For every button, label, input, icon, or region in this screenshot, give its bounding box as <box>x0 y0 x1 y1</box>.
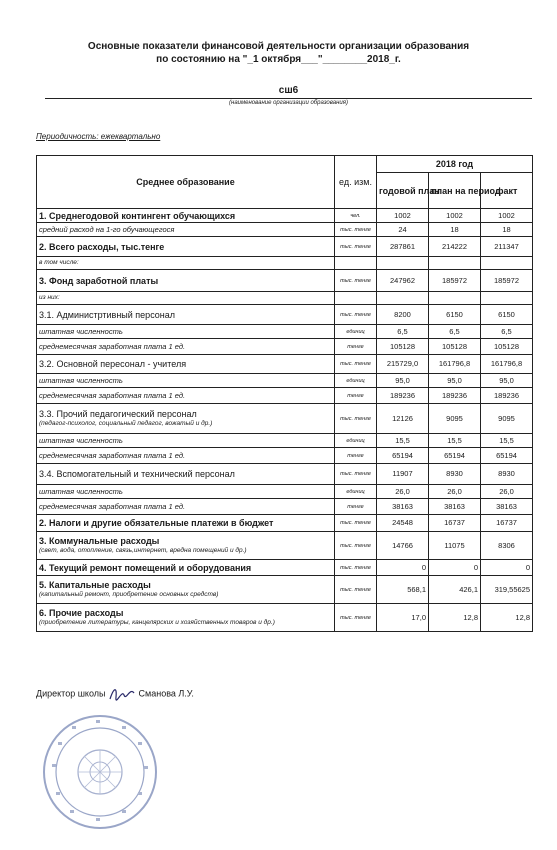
row-label: среднемесячная заработная плата 1 ед. <box>37 448 335 464</box>
cell-plan: 24548 <box>377 515 429 532</box>
organization-caption: (наименование организации образования) <box>229 100 348 106</box>
table-row <box>37 464 533 485</box>
cell-period: 8930 <box>429 464 481 485</box>
document-title <box>0 40 557 66</box>
cell-period: 189236 <box>429 388 481 404</box>
cell-period: 426,1 <box>429 576 481 604</box>
row-label-main: 3. Коммунальные расходы <box>39 535 160 546</box>
table-row <box>37 485 533 499</box>
row-unit: единиц <box>335 434 377 448</box>
row-unit: тенге <box>335 388 377 404</box>
row-label: 1. Среднегодовой контингент обучающихся <box>37 209 335 223</box>
row-label: 3.2. Основной пересонал - учителя <box>37 355 335 374</box>
signature-block <box>36 685 194 703</box>
cell-fact: 319,55625 <box>481 576 533 604</box>
cell-period: 26,0 <box>429 485 481 499</box>
table-row <box>37 305 533 325</box>
cell-period: 105128 <box>429 339 481 355</box>
cell-plan: 17,0 <box>377 604 429 632</box>
signature-name: Сманова Л.У. <box>138 688 194 699</box>
cell-plan: 287861 <box>377 237 429 257</box>
row-unit: тенге <box>335 339 377 355</box>
table-row <box>37 448 533 464</box>
row-label-note: (капитальный ремонт, приобретение основных средств) <box>39 590 219 598</box>
row-label: 4. Текущий ремонт помещений и оборудования <box>37 560 335 576</box>
cell-plan: 0 <box>377 560 429 576</box>
cell-plan: 38163 <box>377 499 429 515</box>
cell-fact: 8306 <box>481 532 533 560</box>
table-row <box>37 434 533 448</box>
cell-plan: 1002 <box>377 209 429 223</box>
row-label-note: (приобретение литературы, канцелярских и хозяйственных товаров и др.) <box>39 618 275 626</box>
header-fact: факт <box>481 173 533 209</box>
header-year: 2018 год <box>377 156 533 173</box>
signature-position: Директор школы <box>36 688 106 699</box>
cell-plan <box>377 292 429 305</box>
cell-period: 65194 <box>429 448 481 464</box>
row-label <box>37 404 335 434</box>
row-unit: тыс. тенге <box>335 305 377 325</box>
row-unit: тыс. тенге <box>335 576 377 604</box>
cell-period: 11075 <box>429 532 481 560</box>
header-annual-plan: годовой план <box>377 173 429 209</box>
cell-plan: 24 <box>377 223 429 237</box>
row-unit: тыс. тенге <box>335 355 377 374</box>
cell-period: 1002 <box>429 209 481 223</box>
header-unit: ед. изм. <box>335 156 377 209</box>
row-label-main: 6. Прочие расходы <box>39 607 124 618</box>
header-education: Среднее образование <box>37 156 335 209</box>
row-label: 2. Всего расходы, тыс.тенге <box>37 237 335 257</box>
row-unit: тенге <box>335 448 377 464</box>
cell-plan <box>377 257 429 270</box>
cell-fact: 9095 <box>481 404 533 434</box>
cell-period: 15,5 <box>429 434 481 448</box>
row-unit: тыс. тенге <box>335 223 377 237</box>
cell-fact: 8930 <box>481 464 533 485</box>
cell-plan: 12126 <box>377 404 429 434</box>
row-label-note: (свет, вода, отопление, связь,интернет, вредна помещений и др.) <box>39 546 247 554</box>
row-unit: тыс. тенге <box>335 560 377 576</box>
cell-plan: 215729,0 <box>377 355 429 374</box>
row-unit: тенге <box>335 499 377 515</box>
cell-period: 0 <box>429 560 481 576</box>
table-row <box>37 404 533 434</box>
cell-period: 12,8 <box>429 604 481 632</box>
cell-fact: 15,5 <box>481 434 533 448</box>
table-row <box>37 292 533 305</box>
cell-fact: 38163 <box>481 499 533 515</box>
cell-period: 161796,8 <box>429 355 481 374</box>
cell-plan: 14766 <box>377 532 429 560</box>
row-label <box>37 604 335 632</box>
periodicity-label: Периодичность: ежеквартально <box>36 132 161 141</box>
row-label: 3.4. Вспомогательный и технический персонал <box>37 464 335 485</box>
cell-plan: 11907 <box>377 464 429 485</box>
row-label <box>37 576 335 604</box>
table-row <box>37 604 533 632</box>
row-label: средний расход на 1-го обучающегося <box>37 223 335 237</box>
table-row <box>37 515 533 532</box>
cell-plan: 568,1 <box>377 576 429 604</box>
cell-plan: 15,5 <box>377 434 429 448</box>
cell-fact: 0 <box>481 560 533 576</box>
cell-fact: 12,8 <box>481 604 533 632</box>
cell-fact: 6150 <box>481 305 533 325</box>
row-unit: тыс. тенге <box>335 270 377 292</box>
table-row <box>37 325 533 339</box>
cell-plan: 95,0 <box>377 374 429 388</box>
cell-fact: 18 <box>481 223 533 237</box>
row-label: штатная численность <box>37 374 335 388</box>
row-label: 3. Фонд заработной платы <box>37 270 335 292</box>
row-unit <box>335 292 377 305</box>
cell-period: 16737 <box>429 515 481 532</box>
cell-period <box>429 292 481 305</box>
row-unit: тыс. тенге <box>335 515 377 532</box>
row-label: из них: <box>37 292 335 305</box>
table-row <box>37 499 533 515</box>
table-row <box>37 374 533 388</box>
cell-fact: 161796,8 <box>481 355 533 374</box>
table-row <box>37 560 533 576</box>
cell-fact <box>481 257 533 270</box>
table-row <box>37 237 533 257</box>
cell-period: 18 <box>429 223 481 237</box>
cell-fact: 105128 <box>481 339 533 355</box>
financial-indicators-table <box>36 155 533 632</box>
cell-period: 185972 <box>429 270 481 292</box>
cell-fact: 1002 <box>481 209 533 223</box>
row-unit: тыс. тенге <box>335 237 377 257</box>
cell-period: 214222 <box>429 237 481 257</box>
organization-name: сш6 <box>278 85 299 96</box>
row-label: штатная численность <box>37 434 335 448</box>
row-label-note: (педагог-психолог, социальный педагог, вожатый и др.) <box>39 419 213 427</box>
cell-period: 38163 <box>429 499 481 515</box>
row-unit: тыс. тенге <box>335 404 377 434</box>
cell-plan: 26,0 <box>377 485 429 499</box>
row-label: в том числе: <box>37 257 335 270</box>
cell-period: 9095 <box>429 404 481 434</box>
cell-plan: 189236 <box>377 388 429 404</box>
row-unit: единиц <box>335 485 377 499</box>
row-unit: единиц <box>335 374 377 388</box>
table-row <box>37 209 533 223</box>
cell-plan: 6,5 <box>377 325 429 339</box>
title-line-2: по состоянию на "_1 октября___"________2018_г. <box>156 54 401 65</box>
cell-fact: 185972 <box>481 270 533 292</box>
row-unit: чел. <box>335 209 377 223</box>
cell-fact: 95,0 <box>481 374 533 388</box>
signature-scribble <box>108 685 136 703</box>
cell-period: 95,0 <box>429 374 481 388</box>
row-label: среднемесячная заработная плата 1 ед. <box>37 499 335 515</box>
round-stamp <box>40 712 160 832</box>
cell-period: 6150 <box>429 305 481 325</box>
title-line-1: Основные показатели финансовой деятельности организации образования <box>87 41 470 52</box>
table-row <box>37 388 533 404</box>
cell-fact: 211347 <box>481 237 533 257</box>
table-row <box>37 532 533 560</box>
row-label: 2. Налоги и другие обязательные платежи в бюджет <box>37 515 335 532</box>
table-row <box>37 257 533 270</box>
row-unit: тыс. тенге <box>335 532 377 560</box>
row-label: среднемесячная заработная плата 1 ед. <box>37 339 335 355</box>
cell-period <box>429 257 481 270</box>
row-unit: единиц <box>335 325 377 339</box>
row-unit: тыс. тенге <box>335 464 377 485</box>
row-label: штатная численность <box>37 325 335 339</box>
row-label-main: 3.3. Прочий педагогический персонал <box>39 408 197 419</box>
cell-plan: 105128 <box>377 339 429 355</box>
organization-underline <box>45 98 532 99</box>
row-label: 3.1. Администртивный персонал <box>37 305 335 325</box>
cell-fact: 16737 <box>481 515 533 532</box>
cell-fact: 189236 <box>481 388 533 404</box>
table-row <box>37 355 533 374</box>
row-unit: тыс. тенге <box>335 604 377 632</box>
row-label: штатная численность <box>37 485 335 499</box>
table-row <box>37 576 533 604</box>
cell-fact: 65194 <box>481 448 533 464</box>
row-label <box>37 532 335 560</box>
table-row <box>37 339 533 355</box>
cell-fact: 26,0 <box>481 485 533 499</box>
header-period-plan: план на период <box>429 173 481 209</box>
row-unit <box>335 257 377 270</box>
row-label: среднемесячная заработная плата 1 ед. <box>37 388 335 404</box>
cell-period: 6,5 <box>429 325 481 339</box>
cell-plan: 65194 <box>377 448 429 464</box>
cell-plan: 247962 <box>377 270 429 292</box>
cell-fact <box>481 292 533 305</box>
table-row <box>37 270 533 292</box>
row-label-main: 5. Капитальные расходы <box>39 579 151 590</box>
table-row <box>37 223 533 237</box>
cell-plan: 8200 <box>377 305 429 325</box>
cell-fact: 6,5 <box>481 325 533 339</box>
